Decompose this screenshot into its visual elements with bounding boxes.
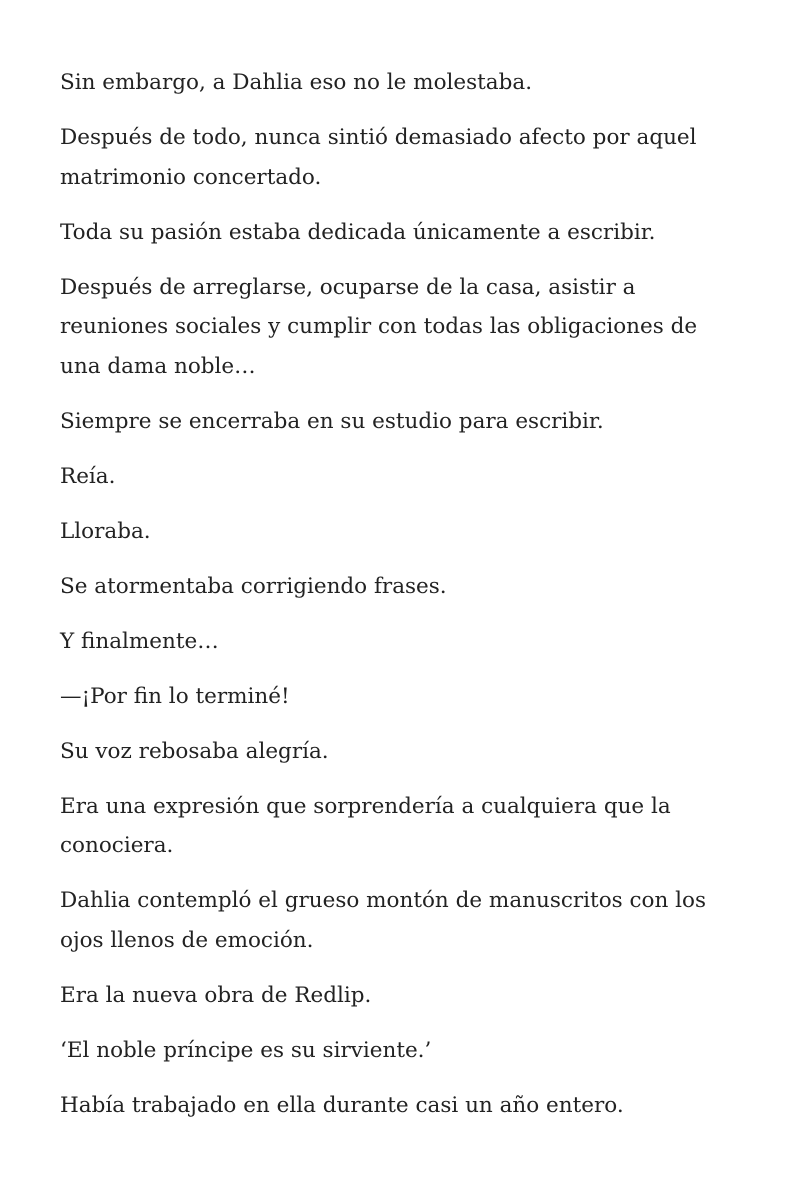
- paragraph: Después de todo, nunca sintió demasiado afecto por aquel matrimonio concertado.: [60, 125, 697, 190]
- paragraph: Era una expresión que sorprendería a cualquiera que la conociera.: [60, 793, 671, 858]
- paragraph: Sin embargo, a Dahlia eso no le molestaba.: [60, 70, 533, 95]
- paragraph: Y finalmente…: [60, 628, 219, 654]
- paragraph: Había trabajado en ella durante casi un año entero.: [60, 1092, 624, 1118]
- quoted-title: ‘El noble príncipe es su sirviente.’: [60, 1037, 432, 1063]
- paragraph: Su voz rebosaba alegría.: [60, 738, 329, 764]
- paragraph: Dahlia contempló el grueso montón de manuscritos con los ojos llenos de emoción.: [60, 888, 707, 953]
- document-body: [60, 63, 740, 1141]
- paragraph: Era la nueva obra de Redlip.: [60, 982, 372, 1008]
- dialogue-line: —¡Por fin lo terminé!: [60, 683, 290, 709]
- paragraph: Siempre se encerraba en su estudio para escribir.: [60, 408, 604, 434]
- paragraph: Se atormentaba corrigiendo frases.: [60, 573, 447, 599]
- paragraph: Toda su pasión estaba dedicada únicamente a escribir.: [60, 219, 656, 245]
- paragraph: Después de arreglarse, ocuparse de la casa, asistir a reuniones sociales y cumplir con todas las obligaciones de una dama noble…: [60, 274, 698, 379]
- paragraph: Lloraba.: [60, 518, 151, 544]
- paragraph: Reía.: [60, 463, 116, 489]
